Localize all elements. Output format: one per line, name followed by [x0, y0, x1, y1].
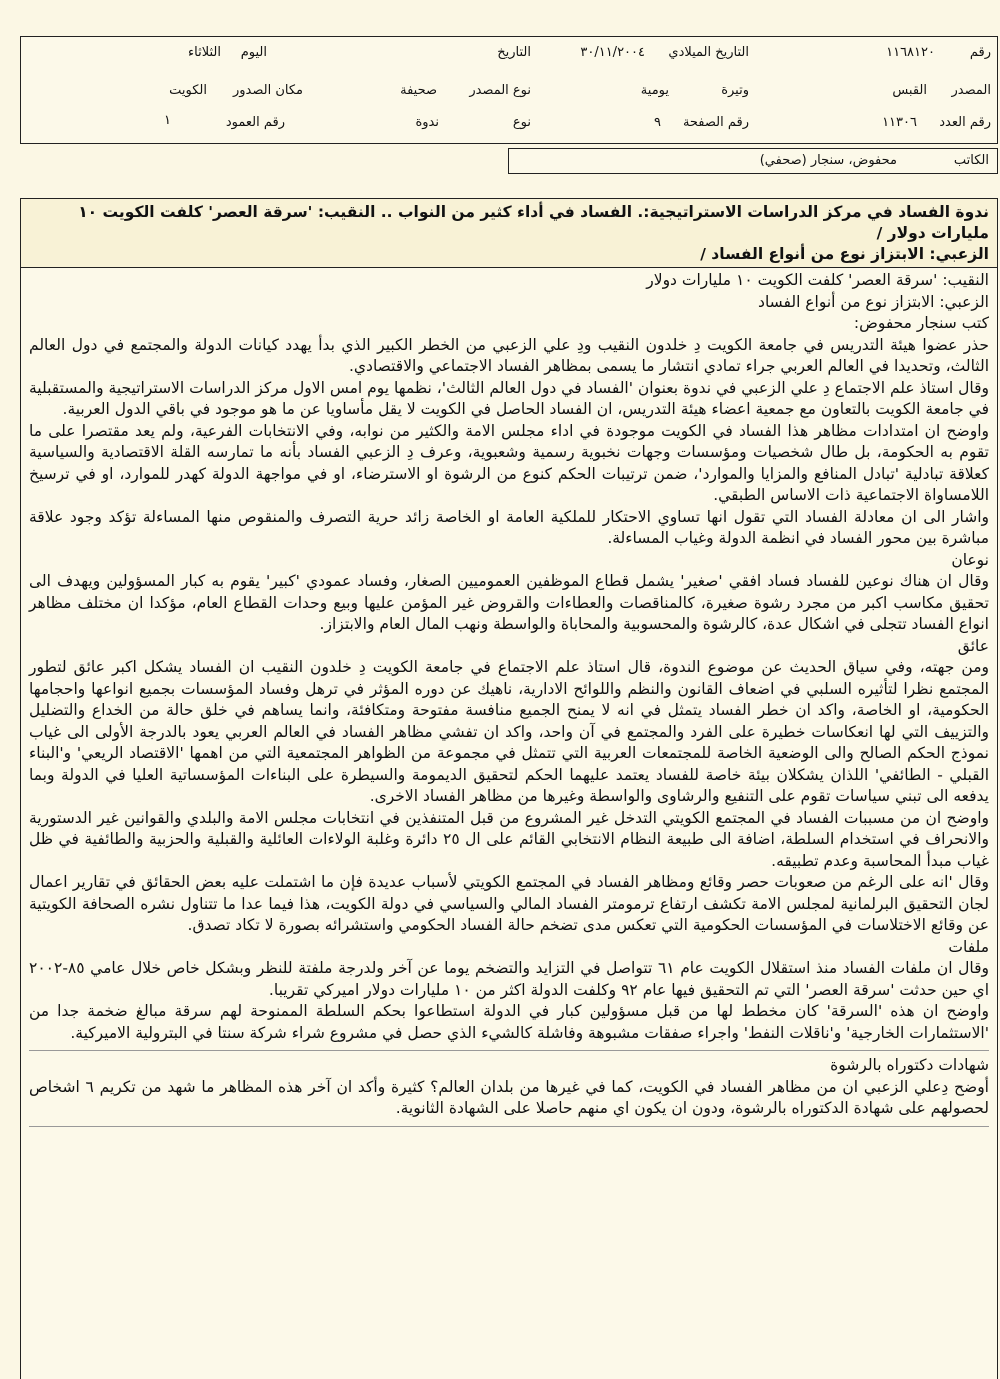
source-type-value: صحيفة [400, 83, 437, 98]
headline [21, 199, 997, 268]
paragraph: واوضح ان من مسببات الفساد في المجتمع الكويتي التدخل غير المشروع من قبل المتنفذين في انتخابات مجلس الامة والبلدي والقوانين غير الدستورية والانحراف في استخدام السلطة، اضافة الى طبيعة النظام الانتخابي القائم على ال ٢٥ دائرة وغلبة الولاءات العائلية والقبلية والحزبية والطائفية في ظل غياب مبدأ المحاسبة وعدم تطبيقه. [29, 808, 989, 870]
paragraph: ومن جهته، وفي سياق الحديث عن موضوع الندوة، قال استاذ علم الاجتماع في جامعة الكويت دِ خلدون النقيب ان الفساد يشكل اكبر عائق لتطور المجتمع نظرا لتأثيره السلبي في اضعاف القانون والنظم واللوائح الادارية، ناهيك عن دوره المؤثر في ترهل وفساد المؤسسات بجميع انواعها واحجامها الحكومية، او الخاصة، واكد ان خطر الفساد يتمثل في انه لا يمنح الجميع منافسة مفتوحة ومتكافئة، وانما يساهم في خلق حالة من الخداع والتضليل والتزييف التي لها انعكاسات خطيرة على الفرد والمجتمع في آن واحد، واكد ان تفشي مظاهر الفساد في العالم العربي يعود بالدرجة الأولى الى غياب نموذج الحكم الصالح والى الوضعية الخاصة للمجتمعات العربية التي تتمثل في مجموعة من الظواهر المجتمعية التي من اهمها 'الاقتصاد الريعي' و'البناء القبلي - الطائفي' اللذان يشكلان بيئة خاصة للفساد يعتمد عليهما الحكم لتحقيق الديمومة والسيطرة على البناءات المؤسساتية العليا في الدولة وبما يدفعه الى تبني سياسات تقوم على التنفيع والرشاوى والواسطة وغيرها من مظاهر الفساد الاخرى. [29, 658, 989, 805]
byline: كتب سنجار محفوض: [853, 314, 989, 332]
paragraph: حذر عضوا هيئة التدريس في جامعة الكويت دِ خلدون النقيب ودِ علي الزعبي من الخطر الكبير الذي بدأ يهدد كيانات الدولة والمجتمع في دول العالم الثالث، وتحديدا في العالم العربي جراء تمادي انتشار ما يسمى بمظاهر الفساد الاجتماعي والاقتصادي. [29, 335, 989, 375]
lead-line-2: الزعبي: الابتزاز نوع من أنواع الفساد [758, 292, 989, 311]
paragraph: واوضح ان هذه 'السرقة' كان مخطط لها من قبل مسؤولين كبار في الدولة استطاعوا بحكم السلطة الممنوحة لهم سرقة مبالغ ضخمة جدا من 'الاستثمارات الخارجية' و'ناقلات النفط' واجراء صفقات مشبوهة وفاشلة كالشيء الذي حصل في مشروع شراء شركة سنتا في البترولية الاميركية. [29, 1002, 989, 1042]
article-body [21, 268, 997, 1127]
page-label: رقم الصفحة [682, 115, 749, 130]
subheading: شهادات دكتوراه بالرشوة [830, 1056, 989, 1074]
paragraph: أوضح دِعلي الزعبي ان من مظاهر الفساد في الكويت، كما في غيرها من بلدان العالم؟ كثيرة وأكد ان آخر هذه المظاهر ما شهد من تكريم ٦ اشخاص لحصولهم على شهادة الدكتوراه بالرشوة، ودون ان يكون اي منهم حاصلا على الشهادة الثانوية. [29, 1077, 989, 1117]
paragraph: وقال ان هناك نوعين للفساد فساد افقي 'صغير' يشمل قطاع الموظفين العموميين الصغار، وفساد عمودي 'كبير' يقوم به كبار المسؤولين ويهدف الى تحقيق مكاسب اكبر من مجرد رشوة صغيرة، كالمناقصات والعطاءات والقروض غير المؤمن عليها وبيع وحدات القطاع العام، مؤكدا ان مختلف مظاهر انواع الفساد تتجلى في اشكال عدة، كالرشوة والمحسوبية والمحاباة والواسطة ونهب المال العام والابتزاز. [29, 572, 989, 633]
lead-line-1: النقيب: 'سرقة العصر' كلفت الكويت ١٠ مليارات دولار [646, 271, 989, 289]
number-label: رقم [969, 45, 991, 60]
type-label: نوع [512, 115, 531, 130]
headline-line-1: ندوة الفساد في مركز الدراسات الاستراتيجية:. الفساد في أداء كثير من النواب .. النقيب: 'سرقة العصر' كلفت الكويت ١٠ مليارات دولار / [78, 203, 989, 242]
subheading: ملفات [948, 937, 989, 956]
source-value: القبس [892, 83, 927, 98]
day-value: الثلاثاء [188, 45, 221, 60]
gregorian-date-label: التاريخ الميلادي [668, 45, 749, 60]
subheading: عائق [957, 636, 989, 655]
author-row [508, 148, 998, 174]
paragraph: وقال ان ملفات الفساد منذ استقلال الكويت عام ٦١ تتواصل في التزايد والتضخم يوما عن آخر ولدرجة ملفتة للنظر وبشكل خاص خلال عامي ٨٥-٢٠٠٢ اي حين حدثت 'سرقة العصر' التي تم التحقيق فيها عام ٩٢ وكلفت الدولة اكثر من ١٠ مليارات دولار اميركي تقريبا. [29, 959, 990, 999]
place-label: مكان الصدور [232, 83, 303, 98]
day-label: اليوم [240, 45, 267, 60]
divider [29, 1126, 989, 1127]
paragraph: واوضح ان امتدادات مظاهر هذا الفساد في الكويت موجودة في اداء مجلس الامة والكثير من نوابه، وفي الانتخابات الفرعية، ولم يعد مقتصرا على ما تقوم به الحكومة، بل طال شخصيات ومؤسسات وجهات نخبوية رسمية وشعبوية، وعرف دِ الزعبي الفساد بأنه ما تمارسه القلة الاقتصادية والسياسية كعلاقة تبادلية 'تبادل المنافع والمزايا والموارد'، ضمن ترتيبات الحكم كنوع من الرشوة او الاسترضاء، او في مواجهة الدولة كهدر للموارد، او في ترسيخ اللامساواة الاجتماعية ذات الاساس الطبقي. [29, 421, 989, 504]
number-value: ١١٦٨١٢٠ [886, 45, 935, 60]
article [20, 198, 998, 1379]
source-type-label: نوع المصدر [469, 83, 531, 98]
issue-label: رقم العدد [939, 115, 991, 130]
metadata-table [20, 36, 998, 144]
gregorian-date-value: ٣٠/١١/٢٠٠٤ [580, 45, 645, 60]
author-label: الكاتب [953, 153, 989, 168]
frequency-label: وتيرة [721, 83, 749, 98]
paragraph: وقال 'انه على الرغم من صعوبات حصر وقائع ومظاهر الفساد في المجتمع الكويتي لأسباب عديدة فإن ما اشتملت عليه بعض الحقائق في تقارير اعمال لجان التحقيق البرلمانية لمجلس الامة تكشف ارتفاع ترمومتر الفساد المالي والسياسي في دولة الكويت، هذا فيما عدا ما تتناول نشره الصحافة الكويتية عن وقائع الاختلاسات في المؤسسات الحكومية التي تعكس مدى تضخم حالة الفساد الحكومي واستشرائه بصورة لا تكاد تصدق. [29, 873, 989, 934]
place-value: الكويت [169, 83, 207, 98]
author-value: محفوض، سنجار (صحفي) [759, 153, 897, 168]
subheading: نوعان [951, 550, 989, 569]
column-label: رقم العمود [225, 115, 285, 130]
column-value: ١ [164, 113, 171, 128]
headline-line-2: الزعبي: الابتزاز نوع من أنواع الفساد / [700, 245, 989, 263]
frequency-value: يومية [640, 83, 669, 98]
page-value: ٩ [654, 115, 661, 130]
date-label: التاريخ [497, 45, 531, 60]
divider [29, 1050, 989, 1051]
paragraph: واشار الى ان معادلة الفساد التي تقول انها تساوي الاحتكار للملكية العامة او الخاصة زائد حرية التصرف والمنقوص منها المساءلة تؤكد وجود علاقة مباشرة بين محور الفساد في انظمة الدولة وغياب المساءلة. [29, 507, 989, 547]
paragraph: وقال استاذ علم الاجتماع دِ علي الزعبي في ندوة بعنوان 'الفساد في دول العالم الثالث'، نظمها يوم امس الاول مركز الدراسات الاستراتيجية والمستقبلية في جامعة الكويت بالتعاون مع جمعية اعضاء هيئة التدريس، ان الفساد الحاصل في الكويت لا يقل مأساويا عن ما هو موجود في باقي الدول العربية. [29, 378, 989, 418]
source-label: المصدر [951, 83, 991, 98]
issue-value: ١١٣٠٦ [882, 115, 917, 130]
type-value: ندوة [415, 115, 439, 130]
